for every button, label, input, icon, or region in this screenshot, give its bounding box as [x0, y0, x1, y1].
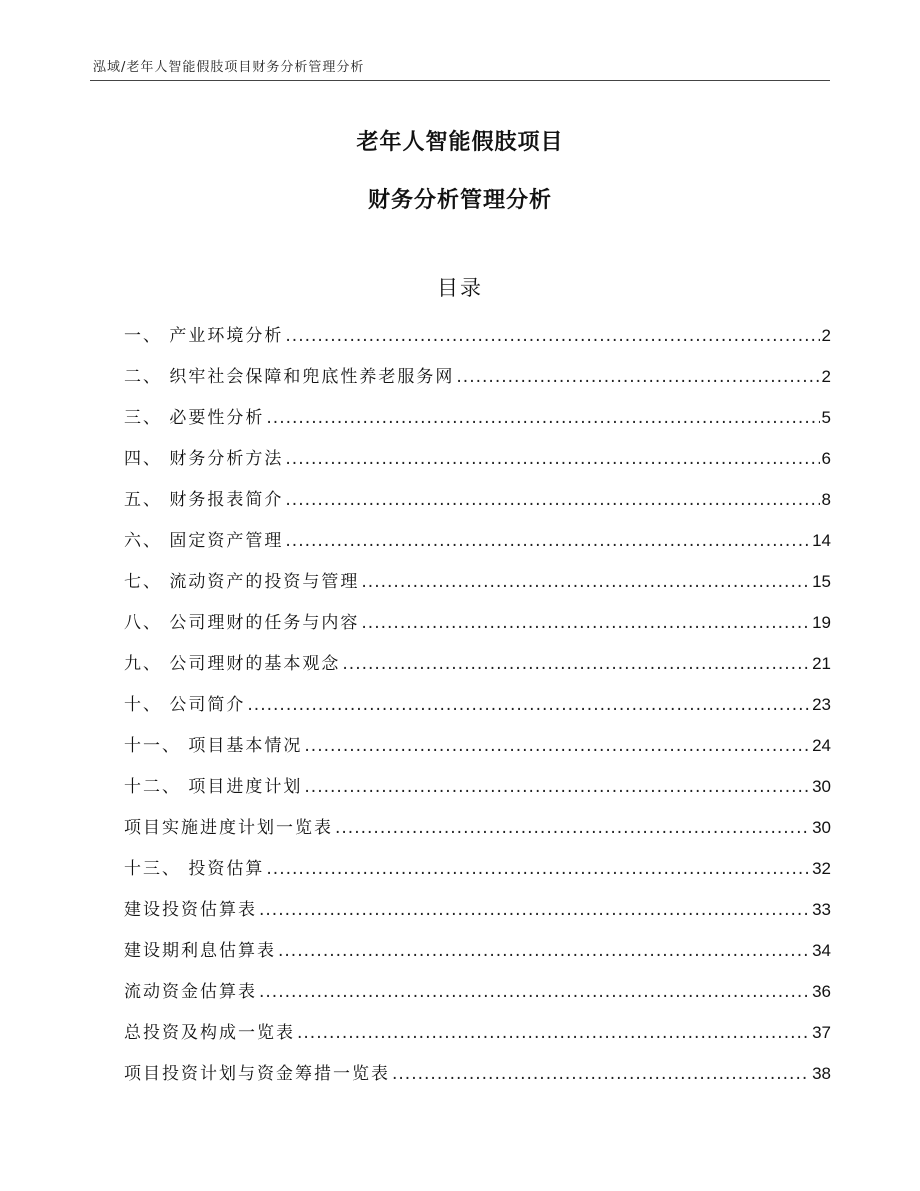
toc-entry-label: 一、 产业环境分析 — [124, 326, 284, 346]
toc-entry-page-number: 14 — [812, 531, 831, 550]
toc-entry-label: 总投资及构成一览表 — [124, 1023, 295, 1043]
toc-dot-leader — [342, 654, 810, 674]
toc-entry-label: 五、 财务报表简介 — [124, 490, 284, 510]
toc-entry[interactable] — [124, 895, 831, 936]
toc-entry-page-number: 8 — [821, 490, 831, 509]
toc-entry[interactable] — [124, 772, 831, 813]
toc-dot-leader — [361, 613, 810, 633]
toc-entry-page-number: 38 — [812, 1064, 831, 1083]
toc-entry-label: 建设投资估算表 — [124, 900, 257, 920]
toc-entry-label: 十、 公司简介 — [124, 695, 246, 715]
toc-dot-leader — [259, 900, 810, 920]
toc-entry-page-number: 2 — [821, 367, 831, 386]
toc-entry[interactable] — [124, 649, 831, 690]
toc-entry[interactable] — [124, 936, 831, 977]
toc-entry-page-number: 30 — [812, 777, 831, 796]
toc-entry-label: 六、 固定资产管理 — [124, 531, 284, 551]
toc-entry-page-number: 36 — [812, 982, 831, 1001]
toc-entry-label: 七、 流动资产的投资与管理 — [124, 572, 360, 592]
toc-dot-leader — [266, 859, 810, 879]
toc-entry-page-number: 24 — [812, 736, 831, 755]
toc-entry[interactable] — [124, 690, 831, 731]
toc-entry-page-number: 34 — [812, 941, 831, 960]
toc-entry-page-number: 19 — [812, 613, 831, 632]
toc-dot-leader — [259, 982, 810, 1002]
toc-dot-leader — [266, 408, 819, 428]
toc-dot-leader — [285, 531, 810, 551]
toc-entry[interactable] — [124, 444, 831, 485]
toc-dot-leader — [285, 490, 819, 510]
toc-dot-leader — [361, 572, 810, 592]
toc-entry-page-number: 23 — [812, 695, 831, 714]
toc-entry-label: 流动资金估算表 — [124, 982, 257, 1002]
document-title-line-2: 财务分析管理分析 — [367, 188, 552, 213]
toc-entry-page-number: 30 — [812, 818, 831, 837]
toc-entry-label: 三、 必要性分析 — [124, 408, 265, 428]
header-divider — [90, 80, 830, 81]
toc-dot-leader — [304, 777, 810, 797]
toc-entry[interactable] — [124, 731, 831, 772]
toc-dot-leader — [335, 818, 810, 838]
toc-entry-label: 八、 公司理财的任务与内容 — [124, 613, 360, 633]
running-header: 泓域/老年人智能假肢项目财务分析管理分析 — [93, 60, 365, 75]
table-of-contents — [124, 321, 831, 1100]
toc-entry-label: 项目实施进度计划一览表 — [124, 818, 333, 838]
toc-entry[interactable] — [124, 608, 831, 649]
toc-dot-leader — [304, 736, 810, 756]
toc-entry-page-number: 6 — [821, 449, 831, 468]
toc-entry[interactable] — [124, 854, 831, 895]
toc-dot-leader — [297, 1023, 810, 1043]
toc-entry[interactable] — [124, 977, 831, 1018]
toc-entry-label: 十一、 项目基本情况 — [124, 736, 303, 756]
toc-entry[interactable] — [124, 813, 831, 854]
toc-entry[interactable] — [124, 362, 831, 403]
toc-entry-page-number: 21 — [812, 654, 831, 673]
toc-entry[interactable] — [124, 403, 831, 444]
toc-entry-page-number: 33 — [812, 900, 831, 919]
toc-entry[interactable] — [124, 567, 831, 608]
toc-entry-label: 四、 财务分析方法 — [124, 449, 284, 469]
toc-dot-leader — [456, 367, 819, 387]
toc-entry-page-number: 32 — [812, 859, 831, 878]
toc-entry[interactable] — [124, 526, 831, 567]
toc-entry-page-number: 2 — [821, 326, 831, 345]
toc-entry-label: 十二、 项目进度计划 — [124, 777, 303, 797]
toc-heading: 目录 — [437, 276, 483, 300]
toc-entry-page-number: 5 — [821, 408, 831, 427]
toc-dot-leader — [285, 449, 819, 469]
toc-dot-leader — [285, 326, 819, 346]
toc-entry[interactable] — [124, 485, 831, 526]
toc-dot-leader — [247, 695, 810, 715]
toc-entry-label: 九、 公司理财的基本观念 — [124, 654, 341, 674]
toc-dot-leader — [392, 1064, 810, 1084]
toc-entry[interactable] — [124, 321, 831, 362]
toc-entry-page-number: 37 — [812, 1023, 831, 1042]
toc-entry[interactable] — [124, 1059, 831, 1100]
toc-entry-page-number: 15 — [812, 572, 831, 591]
toc-entry[interactable] — [124, 1018, 831, 1059]
toc-entry-label: 十三、 投资估算 — [124, 859, 265, 879]
toc-entry-label: 建设期利息估算表 — [124, 941, 276, 961]
toc-entry-label: 二、 织牢社会保障和兜底性养老服务网 — [124, 367, 455, 387]
toc-dot-leader — [278, 941, 810, 961]
toc-entry-label: 项目投资计划与资金筹措一览表 — [124, 1064, 390, 1084]
document-title-line-1: 老年人智能假肢项目 — [356, 130, 564, 155]
